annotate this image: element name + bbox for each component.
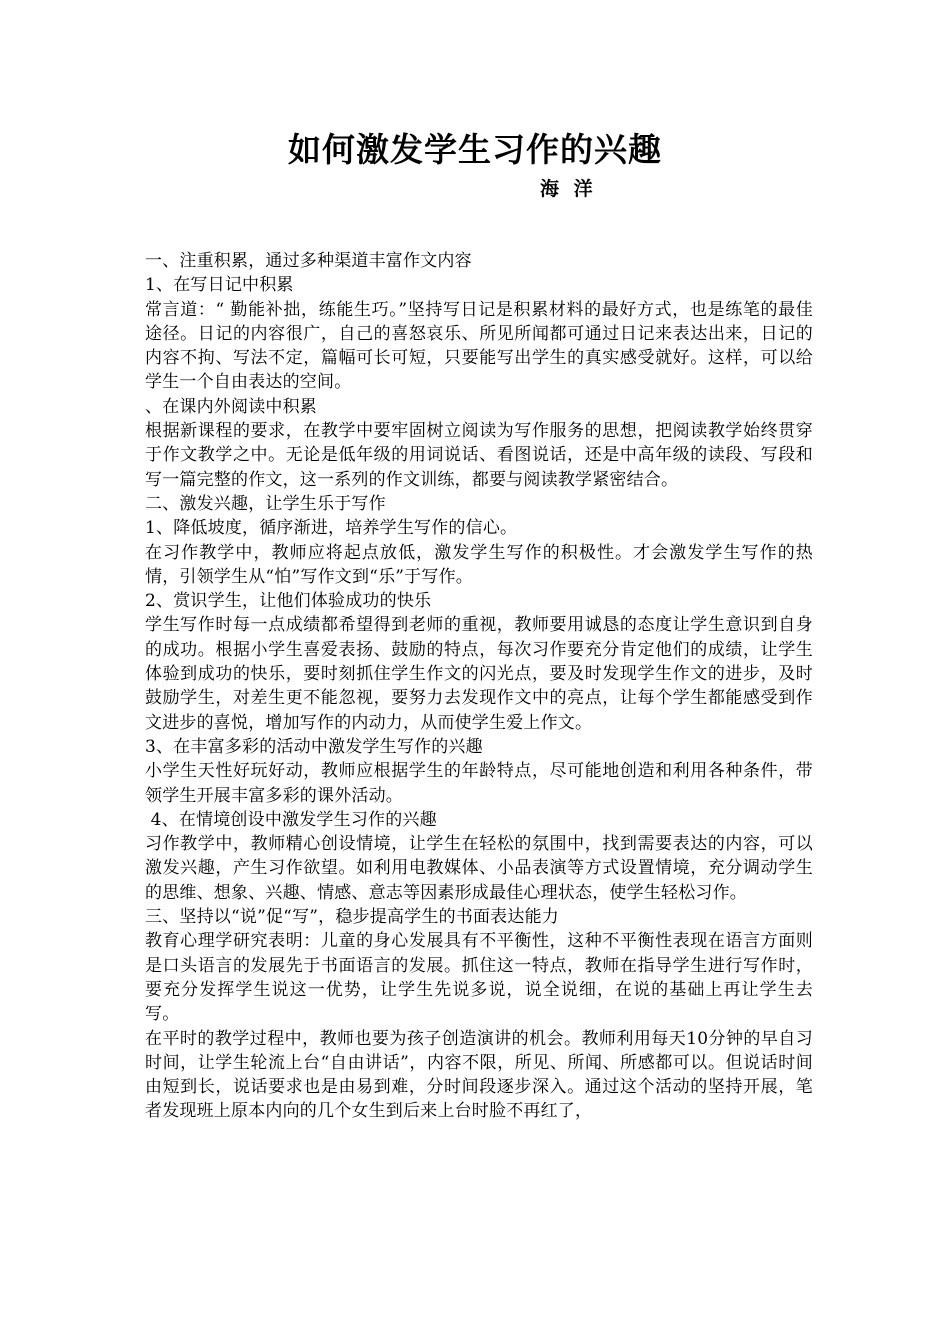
document-body xyxy=(145,249,813,1124)
section-heading-2: 二、激发兴趣，让学生乐于写作 xyxy=(145,493,386,514)
paragraph-activities: 小学生天性好玩好动，教师应根据学生的年龄特点，尽可能地创造和利用各种条件，带领学生开展丰富多彩的课外活动。 xyxy=(145,761,813,806)
section-heading-3: 三、坚持以“说”促“写”，稳步提高学生的书面表达能力 xyxy=(145,907,559,928)
subheading-1-2: 、在课内外阅读中积累 xyxy=(145,396,317,417)
subheading-2-4: 4、在情境创设中激发学生习作的兴趣 xyxy=(145,809,437,830)
subheading-1-1: 1、在写日记中积累 xyxy=(145,275,294,296)
author-name: 海 洋 xyxy=(540,178,597,200)
subheading-2-3: 3、在丰富多彩的活动中激发学生写作的兴趣 xyxy=(145,736,483,757)
paragraph-diary: 常言道：“ 勤能补拙，练能生巧。”坚持写日记是积累材料的最好方式，也是练笔的最佳途径。日记的内容很广，自己的喜怒哀乐、所见所闻都可通过日记来表达出来，日记的内容不拘、写法不定，篇幅可长可短，只要能写出学生的真实感受就好。这样，可以给学生一个自由表达的空间。 xyxy=(145,299,813,393)
paragraph-situation: 习作教学中，教师精心创设情境，让学生在轻松的氛围中，找到需要表达的内容，可以激发兴趣，产生习作欲望。如利用电教媒体、小品表演等方式设置情境，充分调动学生的思维、想象、兴趣、情感、意志等因素形成最佳心理状态，使学生轻松习作。 xyxy=(145,834,813,903)
paragraph-psychology: 教育心理学研究表明：儿童的身心发展具有不平衡性，这种不平衡性表现在语言方面则是口头语言的发展先于书面语言的发展。抓住这一特点，教师在指导学生进行写作时，要充分发挥学生说这一优势，让学生先说多说，说全说细，在说的基础上再让学生去写。 xyxy=(145,931,813,1025)
document-title: 如何激发学生习作的兴趣 xyxy=(288,130,662,169)
paragraph-speech: 在平时的教学过程中，教师也要为孩子创造演讲的机会。教师利用每天10分钟的早自习时间，让学生轮流上台“自由讲话”，内容不限，所见、所闻、所感都可以。但说话时间由短到长，说话要求也是由易到难，分时间段逐步深入。通过这个活动的坚持开展，笔者发现班上原本内向的几个女生到后来上台时脸不再红了， xyxy=(145,1028,813,1122)
subheading-2-2: 2、赏识学生，让他们体验成功的快乐 xyxy=(145,591,432,612)
section-heading-1: 一、注重积累，通过多种渠道丰富作文内容 xyxy=(145,251,472,271)
paragraph-confidence: 在习作教学中，教师应将起点放低，激发学生写作的积极性。才会激发学生写作的热情，引领学生从“怕”写作文到“乐”于写作。 xyxy=(145,542,813,587)
subheading-2-1: 1、降低坡度，循序渐进，培养学生写作的信心。 xyxy=(145,518,518,539)
paragraph-reading: 根据新课程的要求，在教学中要牢固树立阅读为写作服务的思想，把阅读教学始终贯穿于作文教学之中。无论是低年级的用词说话、看图说话，还是中高年级的读段、写段和写一篇完整的作文，这一系列的作文训练，都要与阅读教学紧密结合。 xyxy=(145,421,813,490)
paragraph-appreciation: 学生写作时每一点成绩都希望得到老师的重视，教师要用诚恳的态度让学生意识到自身的成功。根据小学生喜爱表扬、鼓励的特点，每次习作要充分肯定他们的成绩，让学生体验到成功的快乐，要时刻抓住学生作文的闪光点，要及时发现学生作文的进步，及时鼓励学生，对差生更不能忽视，要努力去发现作文中的亮点，让每个学生都能感受到作文进步的喜悦，增加写作的内动力，从而使学生爱上作文。 xyxy=(145,615,813,733)
